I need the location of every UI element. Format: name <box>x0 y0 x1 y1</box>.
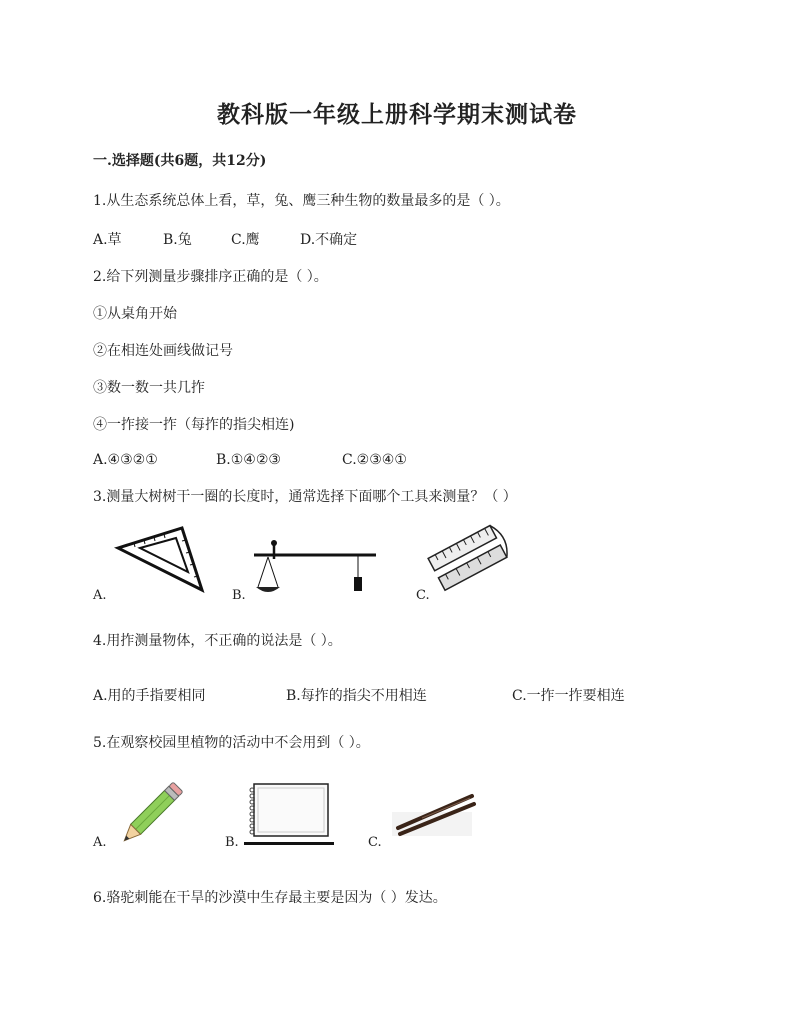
pencil-icon <box>118 776 190 846</box>
question-4-stem: 4.用拃测量物体，不正确的说法是（ ）。 <box>93 633 342 649</box>
q3-option-b[interactable]: B. <box>232 588 246 603</box>
q1-option-c[interactable]: C.鹰 <box>231 232 260 248</box>
q2-step-1: ①从桌角开始 <box>93 306 177 322</box>
notebook-icon <box>242 780 336 848</box>
section-heading: 一.选择题(共6题，共12分) <box>93 153 267 169</box>
tape-measure-icon <box>430 524 508 598</box>
q2-step-4: ④一拃接一拃（每拃的指尖相连) <box>93 417 295 433</box>
q5-option-a[interactable]: A. <box>93 835 107 850</box>
q5-option-c[interactable]: C. <box>368 835 382 850</box>
chopsticks-icon <box>392 782 476 838</box>
q1-option-a[interactable]: A.草 <box>93 232 122 248</box>
q4-option-b[interactable]: B.每拃的指尖不用相连 <box>286 688 427 704</box>
q1-option-b[interactable]: B.兔 <box>163 232 192 248</box>
q3-option-a[interactable]: A. <box>93 588 107 603</box>
q4-option-a[interactable]: A.用的手指要相同 <box>93 688 206 704</box>
q5-option-b[interactable]: B. <box>225 835 239 850</box>
q1-option-d[interactable]: D.不确定 <box>300 232 358 248</box>
question-3-stem: 3.测量大树树干一圈的长度时，通常选择下面哪个工具来测量？（ ） <box>93 489 517 505</box>
q4-option-c[interactable]: C.一拃一拃要相连 <box>512 688 625 704</box>
triangle-ruler-icon <box>114 526 204 594</box>
question-2-stem: 2.给下列测量步骤排序正确的是（ ）。 <box>93 269 328 285</box>
balance-scale-icon <box>250 537 380 599</box>
question-5-stem: 5.在观察校园里植物的活动中不会用到（ ）。 <box>93 735 370 751</box>
q2-option-a[interactable]: A.④③②① <box>93 452 158 468</box>
page-title: 教科版一年级上册科学期末测试卷 <box>217 101 577 128</box>
question-1-stem: 1.从生态系统总体上看，草，兔、鹰三种生物的数量最多的是（ ）。 <box>93 193 510 209</box>
q2-option-c[interactable]: C.②③④① <box>342 452 407 468</box>
q2-option-b[interactable]: B.①④②③ <box>216 452 281 468</box>
q3-option-c[interactable]: C. <box>416 588 430 603</box>
q2-step-3: ③数一数一共几拃 <box>93 380 205 396</box>
question-6-stem: 6.骆驼刺能在干旱的沙漠中生存最主要是因为（ ）发达。 <box>93 890 447 906</box>
q2-step-2: ②在相连处画线做记号 <box>93 343 233 359</box>
